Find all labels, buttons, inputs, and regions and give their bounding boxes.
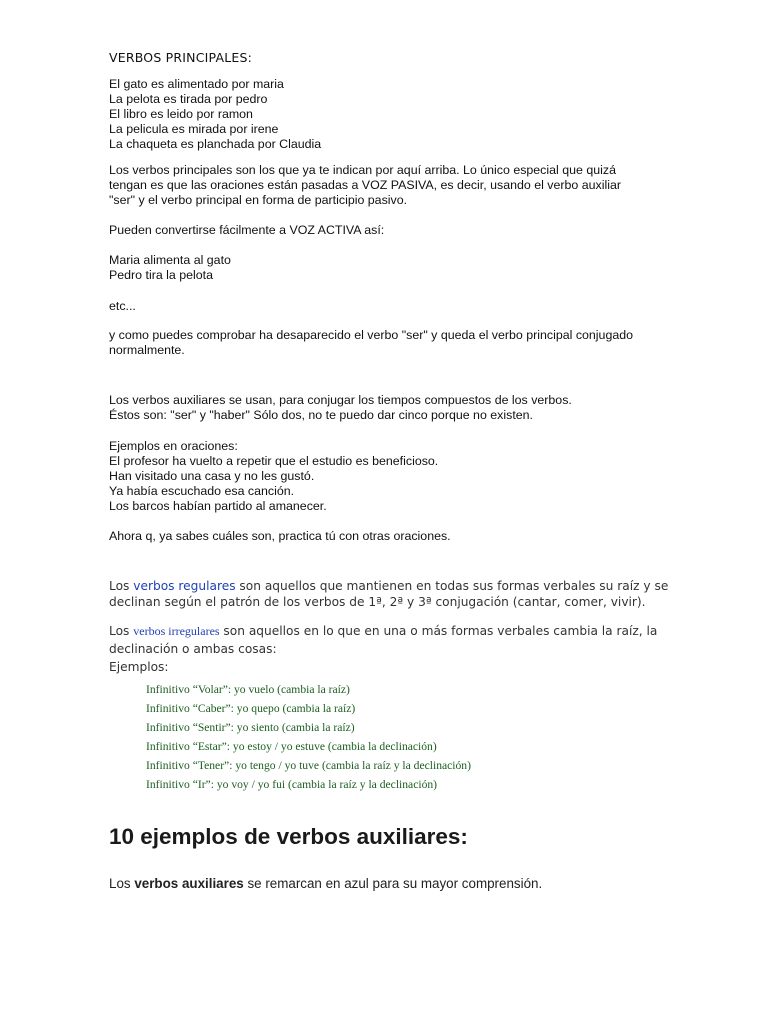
- etc-text: etc...: [109, 299, 136, 313]
- paragraph-comprobar: [109, 328, 633, 358]
- paragraph-verbos-regulares: Los verbos regulares son aquellos que mantienen en todas sus formas verbales su raíz y se declinan según el patrón de los verbos de 1ª, 2ª y 3ª conjugación (cantar, comer, vivir).: [109, 579, 669, 609]
- infinitivo-example: Infinitivo “Sentir”: yo siento (cambia la raíz): [146, 721, 355, 734]
- ejemplos-label: Ejemplos:: [109, 660, 169, 674]
- passive-examples: [109, 77, 321, 152]
- infinitivo-example: Infinitivo “Caber”: yo quepo (cambia la raíz): [146, 702, 356, 715]
- passive-example: La pelicula es mirada por irene: [109, 122, 279, 136]
- big-heading: 10 ejemplos de verbos auxiliares:: [109, 824, 468, 849]
- text-line: Los verbos principales son los que ya te indican por aquí arriba. Lo único especial que quizá: [109, 163, 616, 177]
- text-line: El profesor ha vuelto a repetir que el estudio es beneficioso.: [109, 454, 439, 468]
- text-line: normalmente.: [109, 343, 185, 357]
- paragraph-verbos-irregulares: Los verbos irregulares son aquellos en lo que en una o más formas verbales cambia la raíz, la declinación o ambas cosas: Ejemplos:: [109, 624, 658, 674]
- infinitivo-example: Infinitivo “Estar”: yo estoy / yo estuve (cambia la declinación): [146, 740, 437, 753]
- text-line: Ejemplos en oraciones:: [109, 439, 238, 453]
- final-paragraph: Los verbos auxiliares se remarcan en azul para su mayor comprensión.: [109, 876, 543, 891]
- text-line: tengan es que las oraciones están pasadas a VOZ PASIVA, es decir, usando el verbo auxiliar: [109, 178, 621, 192]
- passive-example: La pelota es tirada por pedro: [109, 92, 268, 106]
- text-line: y como puedes comprobar ha desaparecido el verbo "ser" y queda el verbo principal conjugado: [109, 328, 634, 342]
- text-line: Los verbos auxiliares se usan, para conjugar los tiempos compuestos de los verbos.: [109, 393, 572, 407]
- text-line: Éstos son: "ser" y "haber" Sólo dos, no te puedo dar cinco porque no existen.: [109, 408, 533, 422]
- passive-example: El gato es alimentado por maria: [109, 77, 284, 91]
- active-example: Pedro tira la pelota: [109, 268, 214, 282]
- text-line: Han visitado una casa y no les gustó.: [109, 469, 315, 483]
- paragraph-practica: Ahora q, ya sabes cuáles son, practica tú con otras oraciones.: [109, 529, 451, 543]
- text-line: Los barcos habían partido al amanecer.: [109, 499, 327, 513]
- verbos-irregulares-link[interactable]: verbos irregulares: [133, 624, 220, 638]
- paragraph-voz-activa: [109, 223, 384, 238]
- text-line: Pueden convertirse fácilmente a VOZ ACTIVA así:: [109, 223, 385, 237]
- passive-example: El libro es leido por ramon: [109, 107, 253, 121]
- text-line: Ya había escuchado esa canción.: [109, 484, 295, 498]
- paragraph-verbos-principales: [109, 163, 621, 208]
- paragraph-verbos-auxiliares: [109, 393, 572, 423]
- infinitivo-examples: [146, 680, 471, 794]
- text-line: "ser" y el verbo principal en forma de participio pasivo.: [109, 193, 408, 207]
- ejemplos-oraciones: [109, 439, 438, 514]
- bold-verbos-auxiliares: verbos auxiliares: [134, 876, 244, 891]
- active-examples: [109, 253, 231, 283]
- infinitivo-example: Infinitivo “Ir”: yo voy / yo fui (cambia la raíz y la declinación): [146, 778, 438, 791]
- infinitivo-example: Infinitivo “Volar”: yo vuelo (cambia la raíz): [146, 683, 350, 696]
- passive-example: La chaqueta es planchada por Claudia: [109, 137, 322, 151]
- verbos-regulares-link[interactable]: verbos regulares: [133, 579, 236, 593]
- section-heading: VERBOS PRINCIPALES:: [109, 50, 253, 65]
- infinitivo-example: Infinitivo “Tener”: yo tengo / yo tuve (cambia la raíz y la declinación): [146, 759, 471, 772]
- active-example: Maria alimenta al gato: [109, 253, 231, 267]
